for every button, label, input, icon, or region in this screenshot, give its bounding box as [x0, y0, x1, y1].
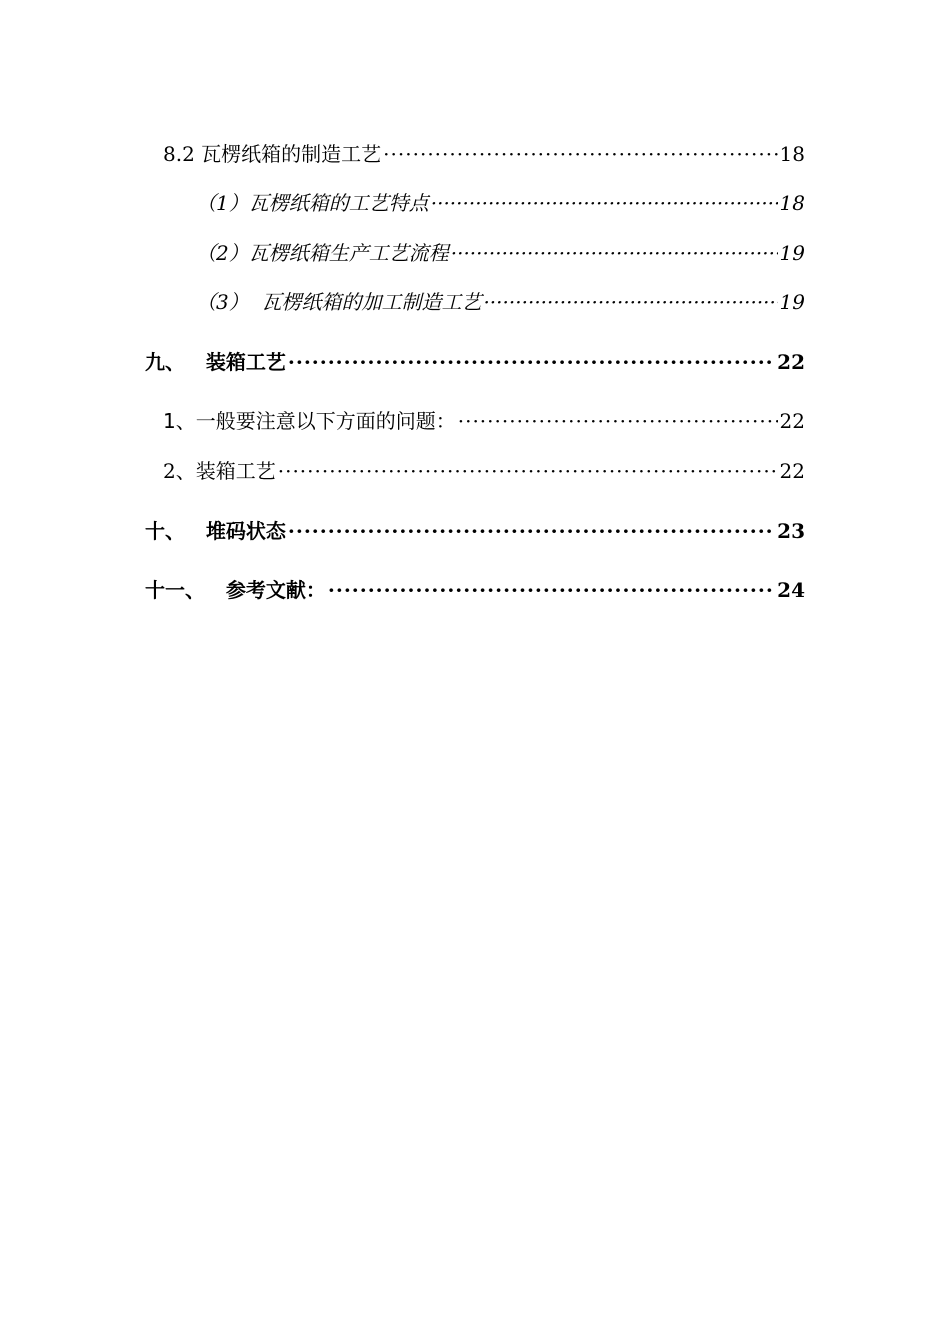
toc-entry-label: 十、 堆码状态 [145, 519, 286, 543]
toc-dot-leader [288, 519, 775, 543]
toc-entry[interactable] [163, 405, 805, 434]
toc-entry-page: 19 [779, 241, 805, 265]
toc-dot-leader [431, 191, 778, 215]
toc-entry-label: 九、 装箱工艺 [145, 350, 286, 374]
toc-entry-page: 18 [779, 191, 805, 215]
toc-section-entry[interactable] [145, 346, 805, 375]
toc-dot-leader [383, 142, 777, 166]
toc-entry[interactable] [163, 138, 805, 167]
toc-entry[interactable] [196, 286, 805, 315]
toc-entry[interactable] [196, 187, 805, 216]
toc-entry-label: 1、一般要注意以下方面的问题： [163, 409, 456, 433]
toc-entry[interactable] [163, 455, 805, 484]
toc-entry-label: 2、装箱工艺 [163, 459, 276, 483]
toc-entry-page: 19 [779, 290, 805, 314]
toc-entry-page: 18 [779, 142, 805, 166]
toc-entry-page: 22 [779, 409, 805, 433]
toc-entry-label: （3） 瓦楞纸箱的加工制造工艺 [196, 290, 482, 314]
toc-section-entry[interactable] [145, 515, 805, 544]
toc-dot-leader [483, 290, 777, 314]
toc-entry-label: 8.2 瓦楞纸箱的制造工艺 [163, 142, 382, 166]
toc-dot-leader [278, 459, 778, 483]
toc-dot-leader [328, 578, 775, 602]
toc-entry-label: （1）瓦楞纸箱的工艺特点 [196, 191, 429, 215]
toc-entry-label: 十一、 参考文献： [145, 578, 326, 602]
toc-entry-page: 22 [779, 459, 805, 483]
toc-entry-page: 23 [777, 519, 805, 543]
toc-entry[interactable] [196, 237, 805, 266]
toc-section-entry[interactable] [145, 574, 805, 603]
toc-entry-page: 22 [777, 350, 805, 374]
toc-dot-leader [458, 409, 778, 433]
toc-entry-label: （2）瓦楞纸箱生产工艺流程 [196, 241, 449, 265]
toc-entry-page: 24 [777, 578, 805, 602]
toc-dot-leader [288, 350, 775, 374]
toc-dot-leader [451, 241, 778, 265]
